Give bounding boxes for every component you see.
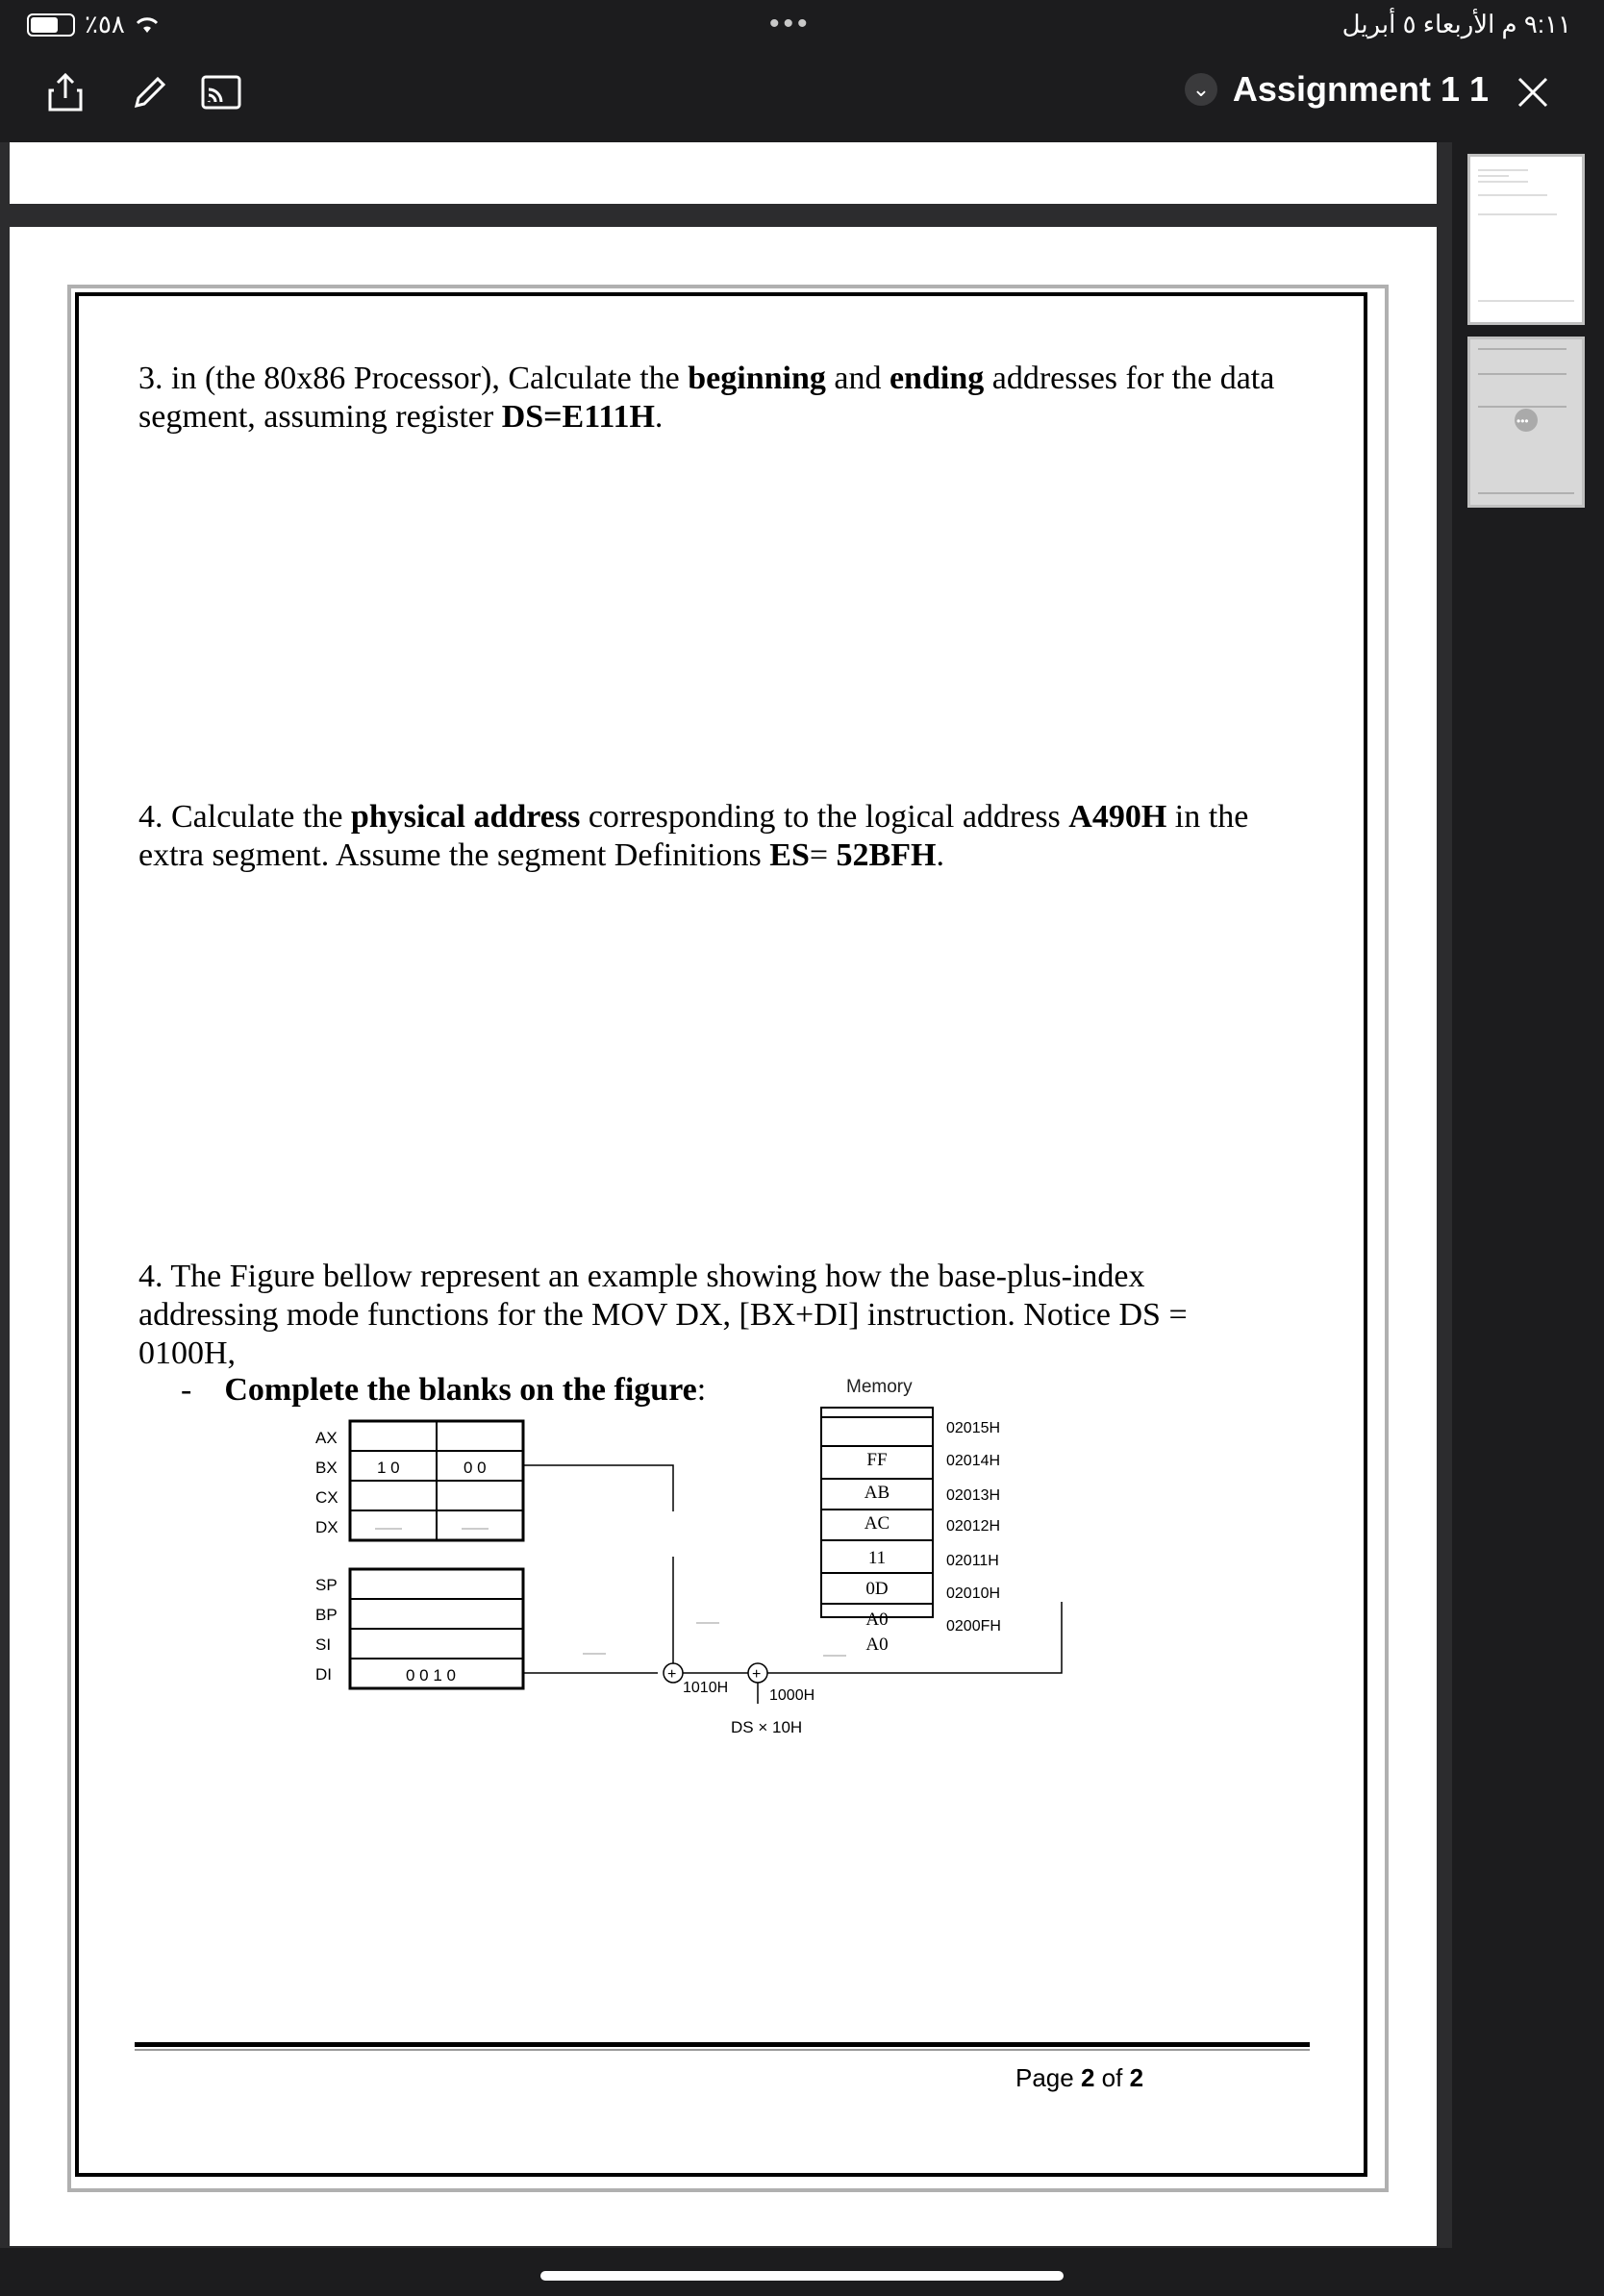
address-02011h: 02011H (946, 1553, 999, 1569)
thumbnail-page-1[interactable] (1467, 154, 1585, 325)
footer-rule-shadow (135, 2049, 1310, 2051)
register-bp: BP (315, 1606, 338, 1624)
cast-icon[interactable] (198, 69, 244, 115)
wifi-icon (135, 15, 160, 35)
address-02010h: 02010H (946, 1585, 1001, 1602)
memory-addresses (946, 1420, 1001, 1635)
memory-cells (821, 1446, 933, 1655)
close-icon[interactable] (1512, 71, 1554, 113)
multitask-dots[interactable]: ••• (769, 8, 812, 39)
memory-cell-0d: 0D (865, 1579, 889, 1599)
svg-text:+: + (667, 1666, 677, 1683)
ds-shift-value: 1000H (769, 1687, 815, 1704)
di-value: 0 0 1 0 (406, 1666, 456, 1685)
register-ax: AX (315, 1429, 338, 1447)
document-title: Assignment 1 1 (1232, 69, 1489, 109)
question-4b: 4. The Figure bellow represent an example showing how the base-plus-index addressing mode functions for the MOV DX, [BX+DI] instruction. Notice DS = 0100H, (138, 1259, 1188, 1371)
question-4a: 4. Calculate the physical address corresponding to the logical address A490H in the extra segment. Assume the segment Definitions ES= 52BFH. (138, 799, 1249, 873)
address-0200fh: 0200FH (946, 1618, 1001, 1635)
document-title-group[interactable] (1185, 69, 1489, 110)
memory-cell-ac: AC (864, 1513, 890, 1534)
question-4b-instruction: - Complete the blanks on the figure: (181, 1372, 707, 1408)
thumbnail-sidebar (1452, 142, 1604, 2248)
toolbar (0, 48, 1604, 142)
pencil-icon[interactable] (127, 69, 173, 115)
ds-shift-label: DS × 10H (731, 1718, 803, 1736)
addressing-figure (288, 1371, 1115, 1909)
bx-high-value: 1 0 (377, 1459, 400, 1477)
address-02013h: 02013H (946, 1487, 1001, 1504)
register-bx: BX (315, 1459, 338, 1477)
svg-text:•••: ••• (1516, 414, 1529, 428)
thumbnail-page-2[interactable] (1467, 337, 1585, 508)
document-page (10, 227, 1437, 2246)
register-cx: CX (315, 1488, 338, 1507)
status-datetime: ٩:١١ م الأربعاء ٥ أبريل (1341, 10, 1571, 38)
memory-cell-ff: FF (866, 1450, 888, 1470)
memory-cell-11: 11 (867, 1548, 887, 1568)
memory-cell-a0-bottom: A0 (865, 1635, 889, 1655)
previous-page-bottom (10, 142, 1437, 204)
battery-percent: ٪٥٨ (85, 10, 125, 38)
footer-rule (135, 2042, 1310, 2047)
chevron-down-icon[interactable]: ⌄ (1185, 73, 1217, 106)
address-02014h: 02014H (946, 1453, 1001, 1469)
register-si: SI (315, 1635, 332, 1654)
memory-label: Memory (846, 1377, 913, 1397)
register-dx: DX (315, 1518, 338, 1536)
status-left (27, 10, 160, 39)
memory-cell-a0: A0 (865, 1610, 889, 1630)
register-di: DI (315, 1665, 332, 1684)
bx-low-value: 0 0 (464, 1459, 487, 1477)
address-02012h: 02012H (946, 1518, 1001, 1535)
memory-cell-ab: AB (864, 1483, 890, 1503)
status-bar (0, 0, 1604, 48)
question-3: 3. in (the 80x86 Processor), Calculate the beginning and ending addresses for the data segment, assuming register DS=E111H. (138, 361, 1275, 435)
address-02015h: 02015H (946, 1420, 1001, 1436)
svg-text:+: + (752, 1666, 762, 1683)
battery-icon (27, 13, 75, 37)
share-icon[interactable] (42, 69, 88, 115)
register-sp: SP (315, 1576, 338, 1594)
sum-label: 1010H (683, 1680, 729, 1696)
home-indicator[interactable] (540, 2271, 1064, 2281)
page-footer: Page 2 of 2 (1015, 2063, 1144, 2092)
